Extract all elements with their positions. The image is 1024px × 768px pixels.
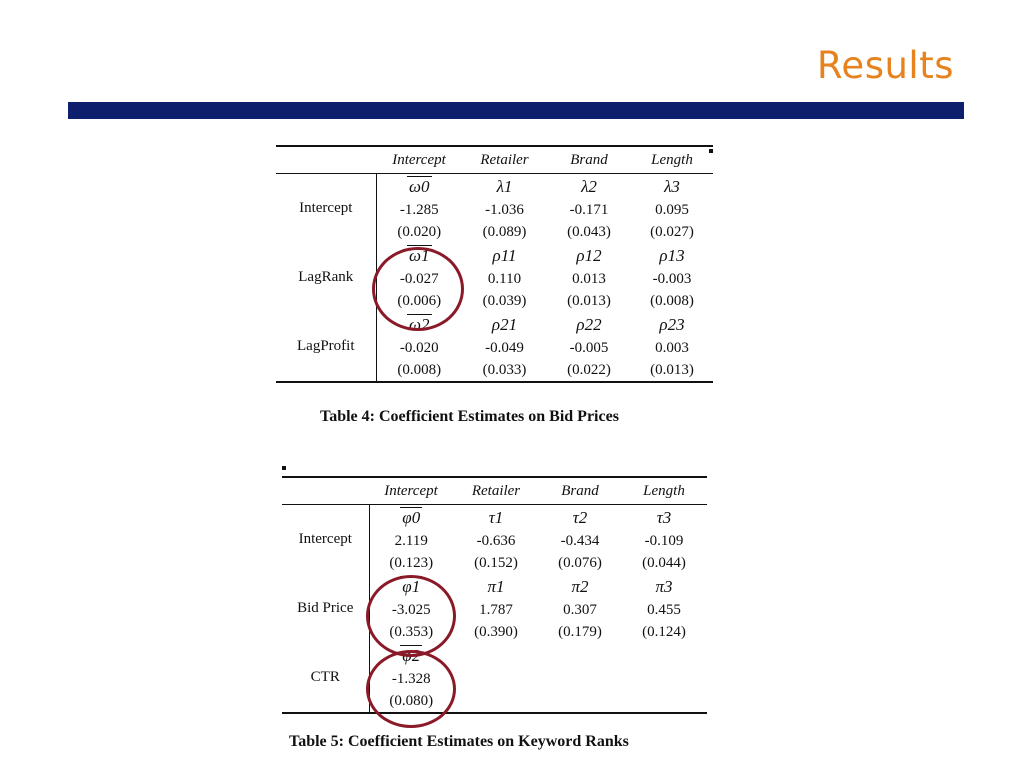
table-5-corner <box>282 477 369 505</box>
symbol-text: λ1 <box>496 176 513 196</box>
table-5-header-row <box>282 477 707 505</box>
std-error-cell: (0.008) <box>376 359 462 382</box>
highlight-circle-lagrank <box>372 247 464 331</box>
coefficient-symbol <box>462 243 547 268</box>
estimate-cell: -0.636 <box>476 532 516 549</box>
estimate-cell: 0.095 <box>655 201 689 218</box>
coefficient-symbol <box>453 505 539 531</box>
table-5-symbol-row <box>282 574 707 599</box>
table-5-col-header: Intercept <box>369 477 453 505</box>
symbol-text: ρ23 <box>659 314 685 334</box>
std-error-cell: (0.020) <box>397 223 442 240</box>
table-4-col-header: Length <box>631 146 713 174</box>
row-label: CTR <box>282 643 369 713</box>
table-5-col-header: Retailer <box>453 477 539 505</box>
row-label: Intercept <box>282 505 369 575</box>
coefficient-symbol <box>539 574 621 599</box>
estimate-cell: -0.027 <box>399 270 439 287</box>
coefficient-symbol <box>631 243 713 268</box>
symbol-text: τ3 <box>656 507 672 527</box>
std-error-cell: (0.013) <box>567 292 611 309</box>
symbol-text: φ1 <box>402 576 421 596</box>
highlight-circle-ctr <box>366 650 456 728</box>
std-error-cell: (0.022) <box>547 359 631 382</box>
std-error-cell: (0.033) <box>462 359 547 382</box>
symbol-text: τ2 <box>572 507 588 527</box>
std-error-cell: (0.089) <box>482 223 527 240</box>
symbol-text: ρ12 <box>576 245 602 265</box>
slide-title: Results <box>816 44 954 87</box>
coefficient-symbol <box>453 574 539 599</box>
table-5-symbol-row <box>282 643 707 668</box>
table-4-corner <box>276 146 376 174</box>
std-error-cell: (0.353) <box>389 623 434 640</box>
estimate-cell: 0.110 <box>487 270 522 287</box>
table-4-col-header: Retailer <box>462 146 547 174</box>
estimate-cell: -0.049 <box>485 339 524 356</box>
symbol-text: ρ22 <box>576 314 602 334</box>
std-error-cell: (0.076) <box>558 554 602 571</box>
symbol-text: π2 <box>571 576 589 596</box>
symbol-text: ω2 <box>408 314 430 334</box>
std-error-cell: (0.043) <box>567 223 611 240</box>
coefficient-symbol <box>462 312 547 337</box>
symbol-text: ω1 <box>408 245 430 265</box>
coefficient-symbol <box>462 174 547 200</box>
corner-mark <box>709 149 713 153</box>
estimate-cell <box>621 668 707 690</box>
symbol-text: φ2 <box>402 645 421 665</box>
coefficient-symbol <box>369 505 453 531</box>
estimate-cell: -0.003 <box>652 270 692 287</box>
symbol-text: λ3 <box>664 176 680 196</box>
std-error-cell: (0.152) <box>474 554 518 571</box>
estimate-cell <box>539 668 621 690</box>
estimate-cell: -0.171 <box>569 201 609 218</box>
coefficient-symbol <box>621 574 707 599</box>
title-divider-bar <box>68 102 964 119</box>
coefficient-symbol <box>539 505 621 531</box>
std-error-cell: (0.123) <box>389 554 434 571</box>
table-5 <box>282 476 707 714</box>
estimate-cell: -3.025 <box>391 601 431 618</box>
std-error-cell <box>621 690 707 713</box>
row-label: LagRank <box>276 243 376 312</box>
table-4 <box>276 145 713 383</box>
std-error-cell: (0.390) <box>474 623 518 640</box>
std-error-cell <box>539 690 621 713</box>
table-4-caption: Table 4: Coefficient Estimates on Bid Prices <box>320 408 619 425</box>
std-error-cell <box>453 690 539 713</box>
estimate-cell: -1.285 <box>399 201 439 218</box>
estimate-cell: -0.020 <box>399 339 439 356</box>
symbol-text: ρ21 <box>491 314 518 334</box>
table-4-col-header: Intercept <box>376 146 462 174</box>
estimate-cell: -0.434 <box>560 532 600 549</box>
coefficient-symbol <box>621 643 707 668</box>
symbol-text: ρ11 <box>492 245 517 265</box>
std-error-cell: (0.008) <box>650 292 694 309</box>
estimate-cell: 1.787 <box>479 601 513 618</box>
symbol-text: φ0 <box>402 507 421 527</box>
row-label: Intercept <box>276 174 376 244</box>
std-error-cell: (0.039) <box>482 292 527 309</box>
table-4-header-row <box>276 146 713 174</box>
estimate-cell: -0.005 <box>569 339 609 356</box>
estimate-cell: -1.036 <box>485 201 524 218</box>
symbol-text: τ1 <box>488 507 504 527</box>
symbol-text: ρ13 <box>659 245 685 265</box>
coefficient-symbol <box>539 643 621 668</box>
row-label: LagProfit <box>276 312 376 382</box>
std-error-cell: (0.027) <box>650 223 694 240</box>
symbol-text: ω0 <box>408 176 430 196</box>
std-error-cell: (0.013) <box>631 359 713 382</box>
coefficient-symbol <box>631 312 713 337</box>
estimate-cell: 2.119 <box>394 532 428 549</box>
std-error-cell: (0.179) <box>558 623 602 640</box>
estimate-cell: 0.307 <box>563 601 597 618</box>
table-4-symbol-row <box>276 243 713 268</box>
estimate-cell: 0.455 <box>647 601 681 618</box>
row-label: Bid Price <box>282 574 369 643</box>
table-4-col-header: Brand <box>547 146 631 174</box>
estimate-cell <box>453 668 539 690</box>
estimate-cell: -1.328 <box>391 670 431 687</box>
estimate-cell: -0.109 <box>644 532 684 549</box>
estimate-cell: 0.003 <box>655 339 689 356</box>
std-error-cell: (0.044) <box>642 554 686 571</box>
symbol-text: π3 <box>655 576 673 596</box>
table-5-col-header: Brand <box>539 477 621 505</box>
std-error-cell: (0.080) <box>369 690 453 713</box>
symbol-text: π1 <box>487 576 505 596</box>
coefficient-symbol <box>547 174 631 200</box>
highlight-circle-bidprice <box>366 575 456 657</box>
table-4-symbol-row <box>276 174 713 200</box>
coefficient-symbol <box>376 174 462 200</box>
coefficient-symbol <box>621 505 707 531</box>
table-5-col-header: Length <box>621 477 707 505</box>
coefficient-symbol <box>547 312 631 337</box>
corner-mark <box>282 466 286 470</box>
table-5-symbol-row <box>282 505 707 531</box>
coefficient-symbol <box>547 243 631 268</box>
std-error-cell: (0.124) <box>642 623 686 640</box>
symbol-text: λ2 <box>581 176 597 196</box>
std-error-cell: (0.006) <box>397 292 442 309</box>
table-4-symbol-row <box>276 312 713 337</box>
coefficient-symbol <box>631 174 713 200</box>
table-5-caption: Table 5: Coefficient Estimates on Keyword Ranks <box>289 733 629 750</box>
estimate-cell: 0.013 <box>572 270 606 287</box>
coefficient-symbol <box>453 643 539 668</box>
